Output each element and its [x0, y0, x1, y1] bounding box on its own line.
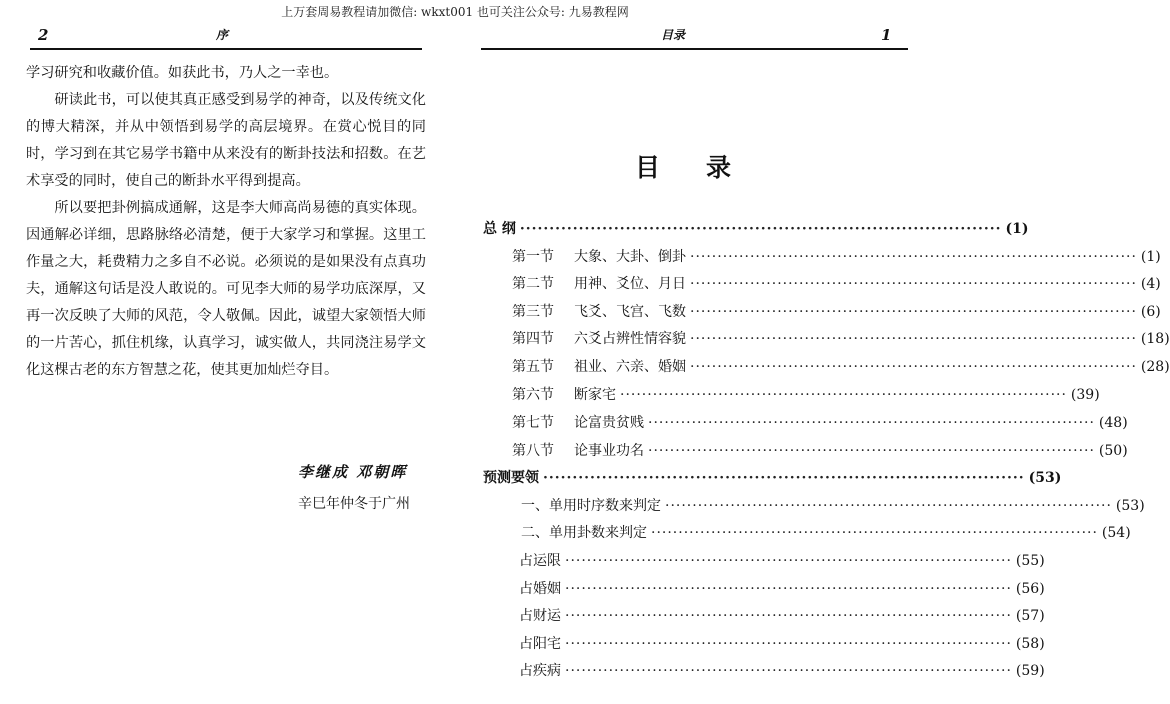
toc-entry — [519, 660, 1045, 680]
toc-entry-title: 飞爻、飞宫、飞数 — [574, 304, 686, 320]
toc-entry — [512, 273, 1161, 293]
toc-leader-dots: ·················································································· — [565, 553, 1012, 569]
toc-page-number: (39) — [1070, 387, 1100, 403]
header-rule — [30, 48, 422, 50]
toc-page-number: (58) — [1015, 636, 1045, 652]
toc-entry-title: 用神、爻位、月日 — [574, 276, 686, 292]
toc-entry — [521, 495, 1145, 515]
toc-section: 占婚姻 — [519, 581, 561, 597]
toc-page-number: (56) — [1015, 581, 1045, 597]
toc-leader-dots: ·················································································· — [651, 525, 1098, 541]
toc-section: 第八节 — [512, 443, 554, 459]
toc-section: 第五节 — [512, 359, 554, 375]
page-number: 2 — [38, 26, 49, 44]
toc-entry — [512, 356, 1170, 376]
toc-leader-dots: ·················································································· — [690, 359, 1137, 375]
toc-entry-title: 断家宅 — [574, 387, 616, 403]
toc-leader-dots: ·················································································· — [648, 415, 1095, 431]
toc-label — [512, 273, 686, 293]
toc-page-number: (28) — [1140, 359, 1170, 375]
toc-label — [483, 218, 516, 238]
toc-entry — [512, 412, 1128, 432]
author-signature: 李继成 邓朝晖 — [298, 463, 408, 481]
toc-page-number: (48) — [1098, 415, 1128, 431]
toc-entry — [512, 384, 1100, 404]
toc-entry — [519, 605, 1045, 625]
toc-page-number: (6) — [1140, 304, 1161, 320]
toc-page-number: (1) — [1005, 221, 1029, 237]
toc-page-number: (53) — [1028, 470, 1062, 486]
toc-leader-dots: ·················································································· — [665, 498, 1112, 514]
toc-leader-dots: ·················································································· — [690, 249, 1137, 265]
toc-section: 第六节 — [512, 387, 554, 403]
toc-entry — [512, 440, 1128, 460]
toc-section: 第七节 — [512, 415, 554, 431]
toc-leader-dots: ·················································································· — [565, 581, 1012, 597]
toc-label — [512, 384, 616, 404]
toc-label — [512, 246, 686, 266]
toc-page-number: (57) — [1015, 608, 1045, 624]
toc-label — [521, 522, 647, 542]
toc-page-number: (50) — [1098, 443, 1128, 459]
toc-section: 占运限 — [519, 553, 561, 569]
toc-entry-title: 六爻占辨性情容貌 — [574, 331, 686, 347]
toc-page-number: (54) — [1101, 525, 1131, 541]
toc-section: 预测要领 — [483, 470, 539, 486]
left-page-header — [30, 26, 422, 46]
paragraph: 所以要把卦例搞成通解，这是李大师高尚易德的真实体现。因通解必详细，思路脉络必清楚，便于大家学习和掌握。这里工作量之大，耗费精力之多自不必说。必须说的是如果没有点真功夫，通解这句话是没人敢说的。可见李大师的易学功底深厚，又再一次反映了大师的风范，令人敬佩。因此，诚望大家领悟大师的一片苦心，抓住机缘，认真学习，诚实做人，共同浇注易学文化这棵古老的东方智慧之花，使其更加灿烂夺目。 — [26, 200, 426, 378]
toc-section: 第二节 — [512, 276, 554, 292]
header-title: 序 — [216, 28, 229, 42]
toc-entry — [519, 578, 1045, 598]
toc-label — [512, 301, 686, 321]
toc-section: 占阳宅 — [519, 636, 561, 652]
toc-label — [519, 605, 561, 625]
date-line: 辛巳年仲冬于广州 — [298, 496, 410, 512]
toc-leader-dots: ·················································································· — [648, 443, 1095, 459]
toc-label — [512, 412, 644, 432]
toc-leader-dots: ·················································································· — [565, 608, 1012, 624]
toc-entry — [519, 550, 1045, 570]
toc-leader-dots: ·················································································· — [519, 221, 1002, 237]
toc-label — [519, 550, 561, 570]
toc-section: 第四节 — [512, 331, 554, 347]
toc-leader-dots: ·················································································· — [690, 304, 1137, 320]
toc-section: 总 纲 — [483, 221, 516, 237]
toc-leader-dots: ·················································································· — [620, 387, 1067, 403]
toc-entry-title: 祖业、六亲、婚姻 — [574, 359, 686, 375]
toc-label — [519, 633, 561, 653]
toc-section: 第一节 — [512, 249, 554, 265]
toc-entry — [519, 633, 1045, 653]
toc-section: 一、单用时序数来判定 — [521, 498, 661, 514]
toc-leader-dots: ·················································································· — [690, 331, 1137, 347]
toc-leader-dots: ·················································································· — [543, 470, 1025, 486]
header-rule — [481, 48, 908, 50]
toc-entry — [512, 301, 1161, 321]
toc-entry-title: 大象、大卦、倒卦 — [574, 249, 686, 265]
toc-label — [521, 495, 661, 515]
toc-label — [512, 440, 644, 460]
toc-label — [519, 578, 561, 598]
toc-label — [519, 660, 561, 680]
right-page-header — [481, 26, 908, 46]
toc-page-number: (1) — [1140, 249, 1161, 265]
page-number: 1 — [881, 26, 892, 44]
toc-leader-dots: ·················································································· — [690, 276, 1137, 292]
toc-entry-title: 论事业功名 — [574, 443, 644, 459]
toc-entry — [521, 522, 1131, 542]
header-title: 目录 — [661, 28, 686, 42]
toc-label — [483, 467, 539, 487]
toc-page-number: (55) — [1015, 553, 1045, 569]
preface-body — [26, 60, 426, 384]
toc-leader-dots: ·················································································· — [565, 663, 1012, 679]
toc-section: 第三节 — [512, 304, 554, 320]
toc-label — [512, 328, 686, 348]
toc-section: 占财运 — [519, 608, 561, 624]
toc-leader-dots: ·················································································· — [565, 636, 1012, 652]
toc-page-number: (4) — [1140, 276, 1161, 292]
toc-title: 目录 — [635, 153, 778, 182]
toc-section: 二、单用卦数来判定 — [521, 525, 647, 541]
toc-entry-title: 论富贵贫贱 — [574, 415, 644, 431]
toc-page-number: (53) — [1115, 498, 1145, 514]
paragraph: 研读此书，可以使其真正感受到易学的神奇，以及传统文化的博大精深，并从中领悟到易学的高层境界。在赏心悦目的同时，学习到在其它易学书籍中从来没有的断卦技法和招数。在艺术享受的同时，使自己的断卦水平得到提高。 — [26, 92, 426, 189]
watermark-text: 上万套周易教程请加微信: wkxt001 也可关注公众号: 九易教程网 — [281, 5, 629, 19]
toc-section: 占疾病 — [519, 663, 561, 679]
paragraph: 学习研究和收藏价值。如获此书，乃人之一幸也。 — [26, 65, 339, 81]
toc-entry — [483, 467, 1062, 487]
toc-label — [512, 356, 686, 376]
toc-entry — [483, 218, 1029, 238]
toc-page-number: (18) — [1140, 331, 1170, 347]
toc-page-number: (59) — [1015, 663, 1045, 679]
toc-entry — [512, 328, 1170, 348]
toc-entry — [512, 246, 1161, 266]
